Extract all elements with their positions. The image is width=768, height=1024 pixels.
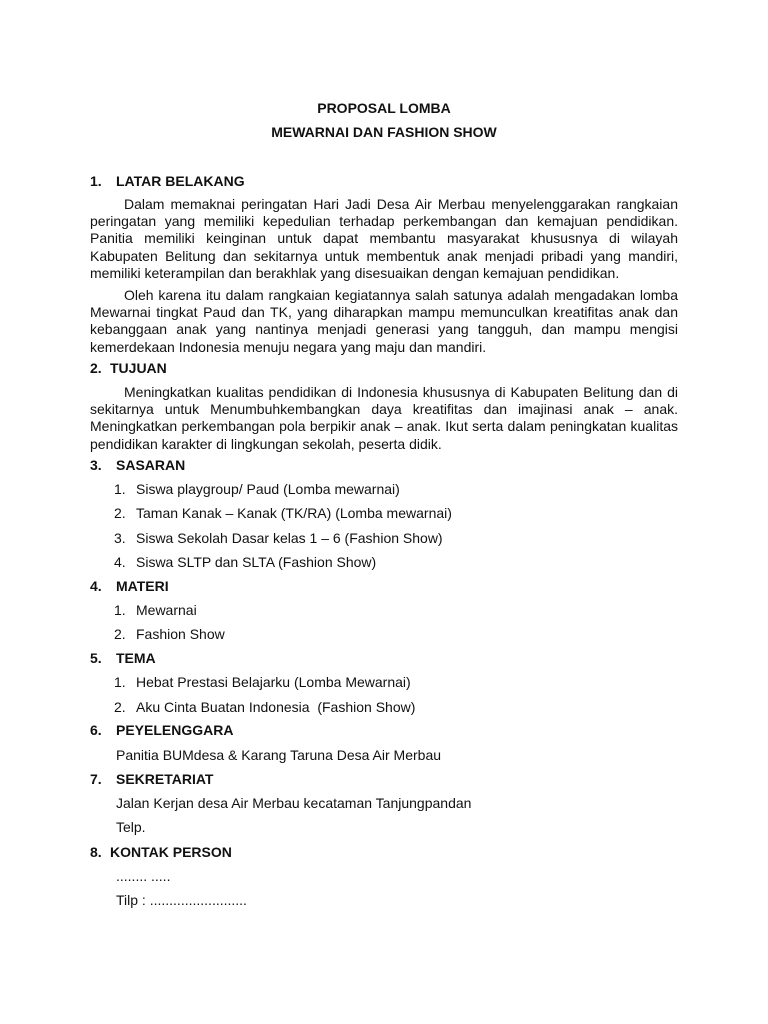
list-item-materi-1: 1. Mewarnai	[114, 602, 197, 618]
kontak-person-name: ........ .....	[116, 868, 171, 884]
document-title: PROPOSAL LOMBA	[317, 100, 451, 116]
section-heading-penyelenggara: 6. PEYELENGGARA	[90, 722, 234, 738]
section-heading-tujuan: 2. TUJUAN	[90, 360, 167, 376]
section-heading-sekretariat: 7. SEKRETARIAT	[90, 771, 214, 787]
kontak-person-phone: Tilp : .........................	[116, 892, 247, 908]
penyelenggara-text: Panitia BUMdesa & Karang Taruna Desa Air Merbau	[116, 747, 442, 763]
list-item-sasaran-4: 4. Siswa SLTP dan SLTA (Fashion Show)	[114, 554, 377, 570]
section-heading-latar-belakang: 1. LATAR BELAKANG	[90, 173, 245, 189]
section-heading-tema: 5. TEMA	[90, 650, 156, 666]
section-heading-kontak-person: 8. KONTAK PERSON	[90, 844, 232, 860]
section-heading-materi: 4. MATERI	[90, 578, 169, 594]
document-subtitle: MEWARNAI DAN FASHION SHOW	[271, 124, 497, 140]
sekretariat-address: Jalan Kerjan desa Air Merbau kecataman Tanjungpandan	[116, 795, 472, 811]
list-item-sasaran-3: 3. Siswa Sekolah Dasar kelas 1 – 6 (Fashion Show)	[114, 530, 443, 546]
list-item-sasaran-2: 2. Taman Kanak – Kanak (TK/RA) (Lomba mewarnai)	[114, 505, 452, 521]
list-item-materi-2: 2. Fashion Show	[114, 626, 225, 642]
list-item-sasaran-1: 1. Siswa playgroup/ Paud (Lomba mewarnai)	[114, 481, 400, 497]
section-heading-sasaran: 3. SASARAN	[90, 457, 186, 473]
paragraph-latar-belakang-1: Dalam memaknai peringatan Hari Jadi Desa Air Merbau menyelenggarakan rangkaian peringatan yang memiliki kepedulian terhadap perkembangan dan kemajuan pendidikan. Panitia memiliki keinginan untuk dapat membantu masyarakat khususnya di wilayah Kabupaten Belitung dan sekitarnya untuk membentuk anak menjadi pribadi yang mandiri, memiliki keterampilan dan berakhlak yang disesuaikan dengan kemajuan pendidikan.	[90, 196, 678, 281]
sekretariat-phone: Telp.	[116, 819, 146, 835]
list-item-tema-1: 1. Hebat Prestasi Belajarku (Lomba Mewarnai)	[114, 674, 411, 690]
paragraph-latar-belakang-2: Oleh karena itu dalam rangkaian kegiatannya salah satunya adalah mengadakan lomba Mewarnai tingkat Paud dan TK, yang diharapkan mampu memunculkan kreatifitas anak dan kebanggaan anak yang nantinya menjadi generasi yang tangguh, dan mampu mengisi kemerdekaan Indonesia menuju negara yang maju dan mandiri.	[90, 287, 678, 355]
list-item-tema-2: 2. Aku Cinta Buatan Indonesia (Fashion Show)	[114, 699, 416, 715]
paragraph-tujuan: Meningkatkan kualitas pendidikan di Indonesia khususnya di Kabupaten Belitung dan di sekitarnya untuk Menumbuhkembangkan daya kreatifitas dan imajinasi anak – anak. Meningkatkan perkembangan pola berpikir anak – anak. Ikut serta dalam peningkatan kualitas pendidikan karakter di lingkungan sekolah, peserta didik.	[90, 384, 678, 452]
